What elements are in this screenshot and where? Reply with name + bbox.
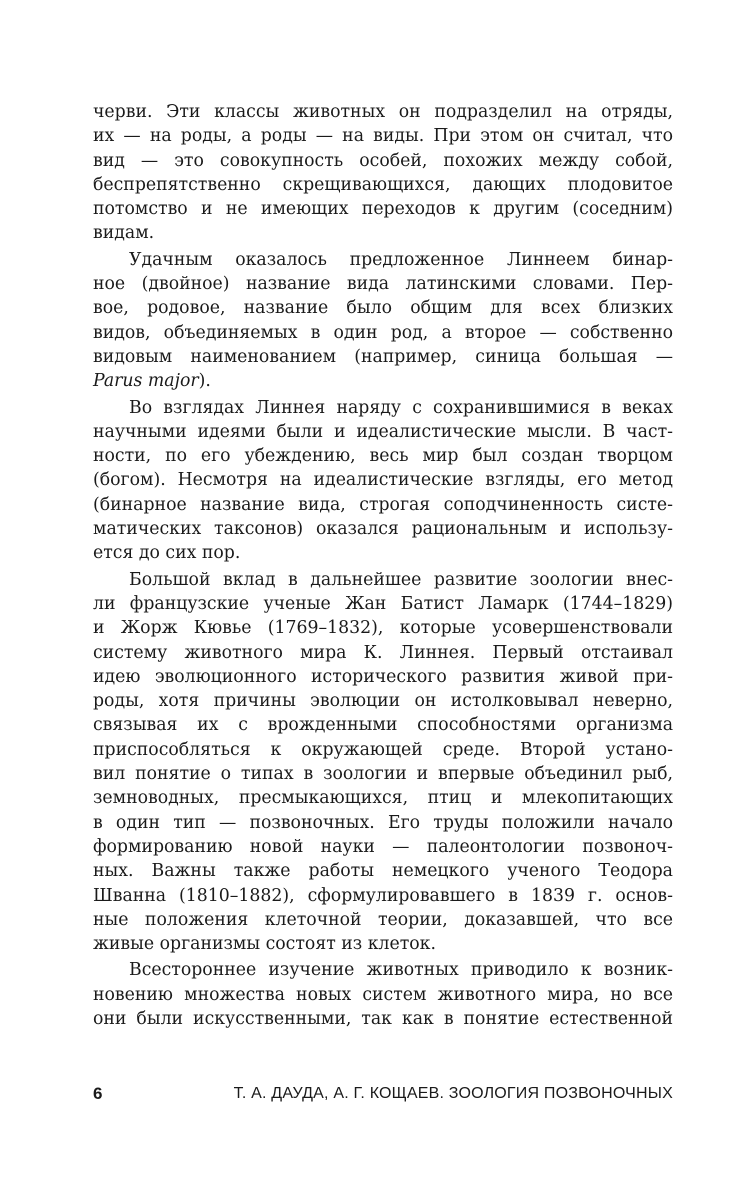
text-line: Во взглядах Линнея наряду с сохранившимися в веках	[129, 397, 673, 418]
paragraph-2	[93, 248, 673, 394]
page-body	[93, 100, 673, 1031]
text-line: ли французские ученые Жан Батист Ламарк (1744–1829)	[93, 593, 673, 614]
text-line: Удачным оказалось предложенное Линнеем бинар-	[129, 249, 673, 270]
text-line: (богом). Несмотря на идеалистические взгляды, его метод	[93, 470, 673, 491]
running-head: Т. А. ДАУДА, А. Г. КОЩАЕВ. ЗООЛОГИЯ ПОЗВОНОЧНЫХ	[233, 1085, 673, 1102]
text-line: научными идеями были и идеалистические мысли. В част-	[93, 421, 673, 442]
text-line: вил понятие о типах в зоологии и впервые объединил рыб,	[93, 764, 673, 785]
text-line: роды, хотя причины эволюции он истолковывал неверно,	[93, 691, 673, 712]
text-line: (бинарное название вида, строгая соподчиненность систе-	[93, 494, 673, 515]
text-line: ется до сих пор.	[93, 543, 241, 564]
text-line: ности, по его убеждению, весь мир был создан творцом	[93, 446, 673, 467]
text-line: земноводных, пресмыкающихся, птиц и млекопитающих	[93, 788, 673, 809]
paragraph-5	[93, 958, 673, 1031]
text-line: вид — это совокупность особей, похожих между собой,	[93, 150, 673, 171]
text-line: формированию новой науки — палеонтологии позвоноч-	[93, 836, 673, 857]
text-line	[93, 369, 673, 393]
text-line: видам.	[93, 223, 155, 244]
text-line: ных. Важны также работы немецкого ученого Теодора	[93, 861, 673, 882]
latin-species-name: Parus major	[93, 371, 199, 392]
text-fragment: ).	[198, 371, 211, 392]
text-line: потомство и не имеющих переходов к другим (соседним)	[93, 199, 673, 220]
text-line: Всестороннее изучение животных приводило к возник-	[129, 960, 673, 981]
text-line: Шванна (1810–1882), сформулировавшего в 1839 г. основ-	[93, 885, 673, 906]
text-line: живые организмы состоят из клеток.	[93, 934, 436, 955]
paragraph-1	[93, 100, 673, 246]
text-line: ные положения клеточной теории, доказавшей, что все	[93, 909, 673, 930]
text-line: Большой вклад в дальнейшее развитие зоологии внес-	[129, 569, 673, 590]
text-line: вое, родовое, название было общим для всех близких	[93, 298, 673, 319]
text-line: в один тип — позвоночных. Его труды положили начало	[93, 812, 673, 833]
text-line: и Жорж Кювье (1769–1832), которые усовершенствовали	[93, 618, 673, 639]
page-footer	[93, 1081, 673, 1107]
text-line: видовым наименованием (например, синица большая —	[93, 346, 673, 367]
text-line: матических таксонов) оказался рациональным и использу-	[93, 519, 673, 540]
text-line: приспособляться к окружающей среде. Второй устано-	[93, 739, 673, 760]
text-line: их — на роды, а роды — на виды. При этом он считал, что	[93, 126, 673, 147]
text-line: видов, объединяемых в один род, а второе — собственно	[93, 322, 673, 343]
text-line: черви. Эти классы животных он подразделил на отряды,	[93, 102, 673, 122]
paragraph-3	[93, 396, 673, 566]
text-line: новению множества новых систем животного мира, но все	[93, 984, 673, 1005]
page-number: 6	[93, 1084, 103, 1103]
text-line: идею эволюционного исторического развития живой при-	[93, 666, 673, 687]
text-line: беспрепятственно скрещивающихся, дающих плодовитое	[93, 174, 673, 195]
text-line: связывая их с врожденными способностями организма	[93, 715, 673, 736]
text-line: систему животного мира К. Линнея. Первый отстаивал	[93, 642, 673, 663]
text-line: ное (двойное) название вида латинскими словами. Пер-	[93, 274, 673, 295]
text-line: они были искусственными, так как в понятие естественной	[93, 1008, 673, 1029]
paragraph-4	[93, 568, 673, 957]
